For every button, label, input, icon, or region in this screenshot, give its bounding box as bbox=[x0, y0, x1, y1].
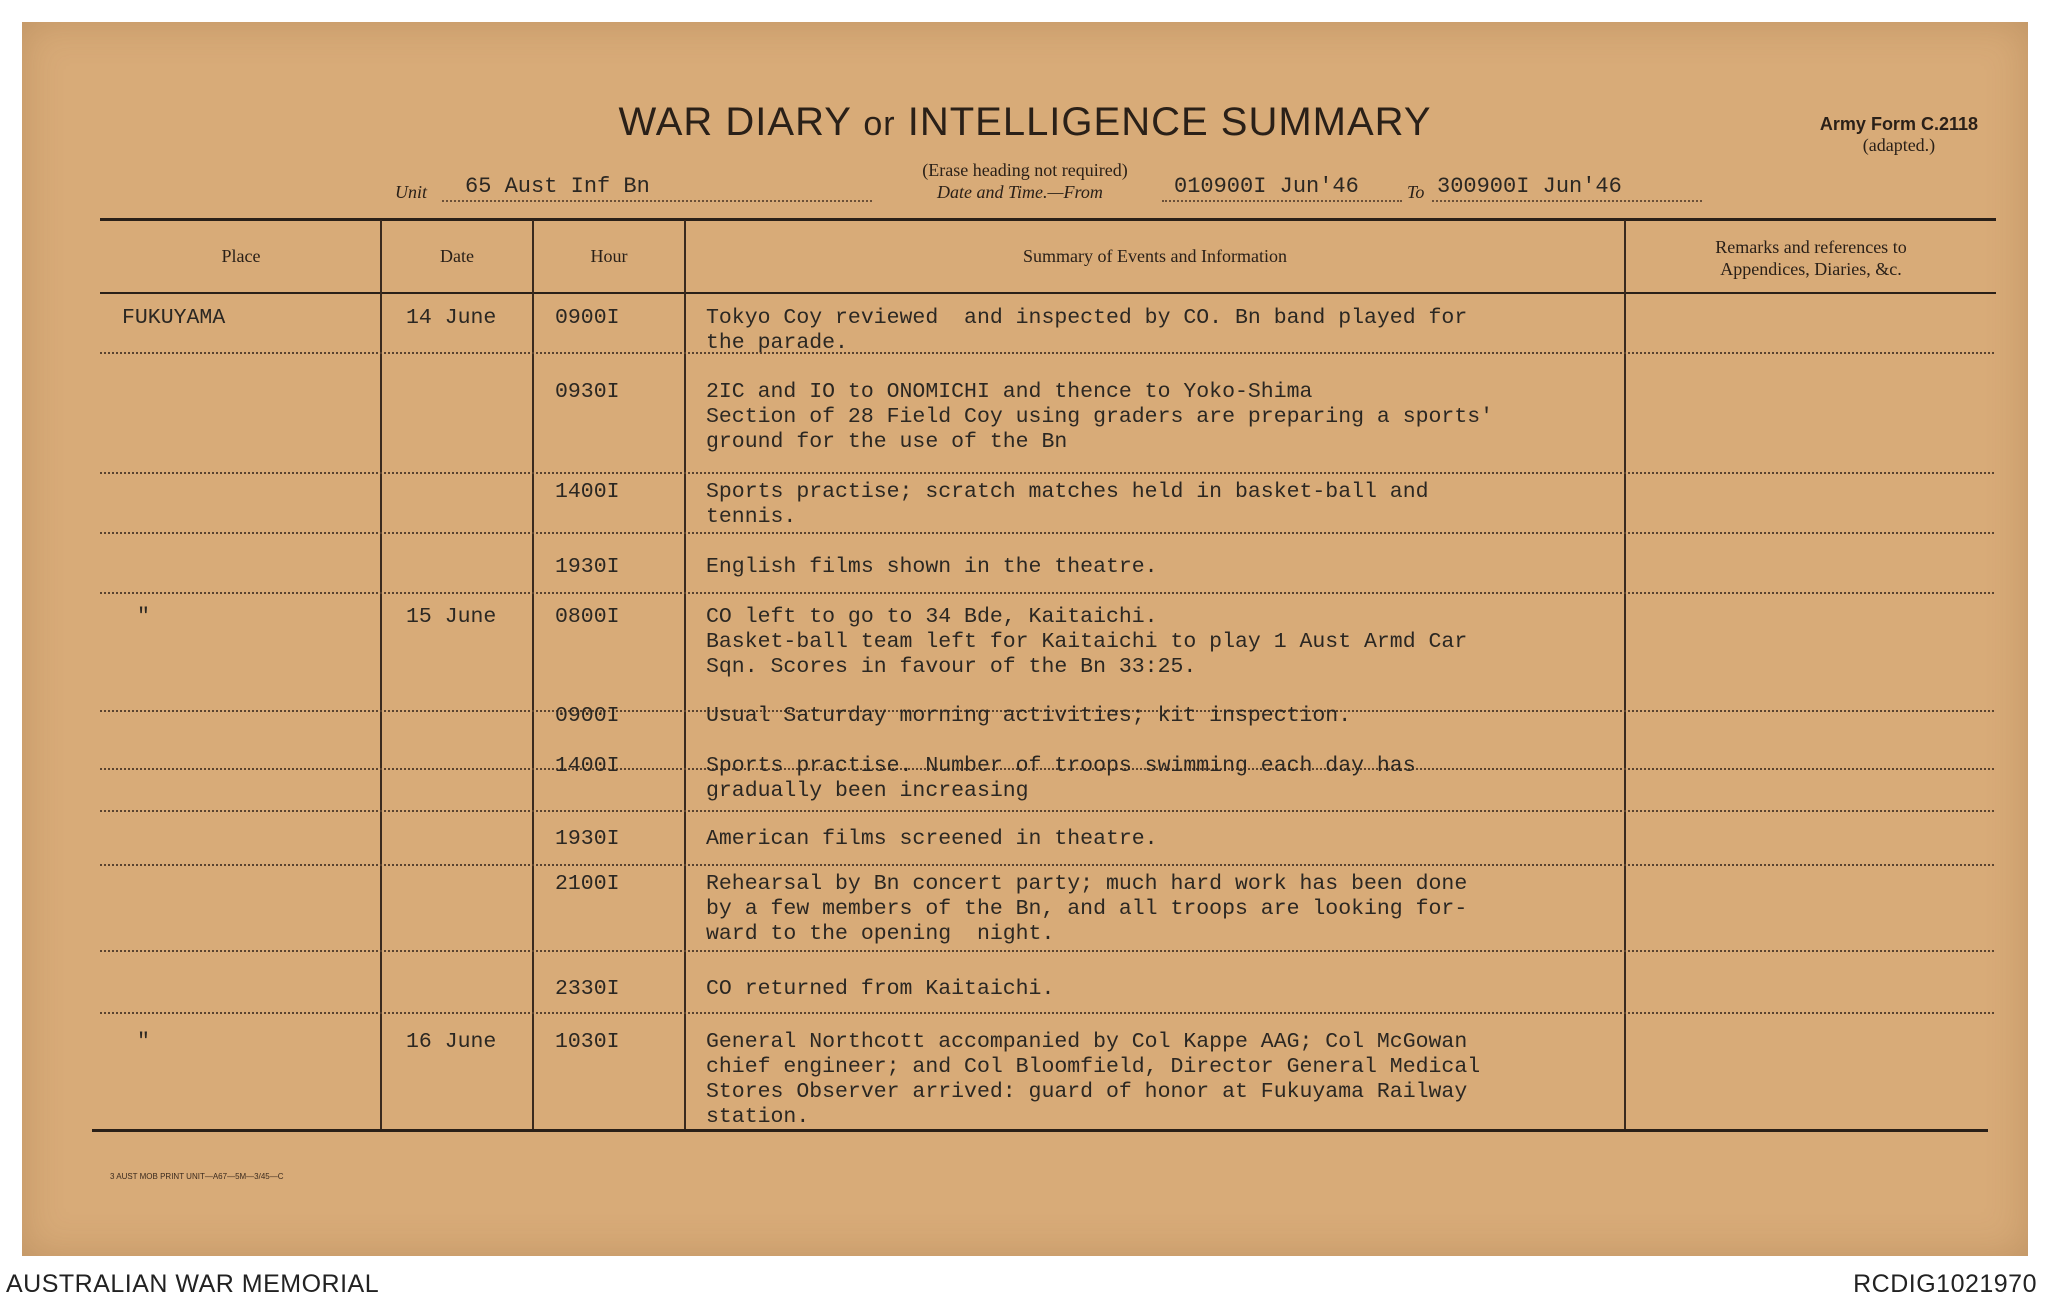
place-cell: " bbox=[137, 605, 150, 629]
hour-cell: 1930I bbox=[555, 555, 620, 579]
row-separator bbox=[100, 532, 1994, 534]
row-separator bbox=[100, 592, 1994, 594]
summary-cell: 2IC and IO to ONOMICHI and thence to Yoko-Shima Section of 28 Field Coy using graders are preparing a sports' ground for the use of the Bn bbox=[706, 380, 1494, 454]
diary-form bbox=[22, 22, 2028, 1256]
header-remarks bbox=[1626, 236, 1996, 280]
row-separator bbox=[100, 1012, 1994, 1014]
header-bottom-rule bbox=[100, 292, 1996, 294]
header-remarks-line2: Appendices, Diaries, &c. bbox=[1720, 259, 1902, 279]
row-separator bbox=[100, 864, 1994, 866]
hour-cell: 0930I bbox=[555, 380, 620, 404]
summary-cell: Rehearsal by Bn concert party; much hard work has been done by a few members of the Bn, and all troops are looking for- ward to the opening night. bbox=[706, 872, 1468, 946]
hour-cell: 2330I bbox=[555, 977, 620, 1001]
row-separator bbox=[100, 950, 1994, 952]
hour-cell: 0900I bbox=[555, 704, 620, 728]
summary-cell: CO left to go to 34 Bde, Kaitaichi. Basket-ball team left for Kaitaichi to play 1 Aust Armd Car Sqn. Scores in favour of the Bn 33:25. bbox=[706, 605, 1468, 679]
summary-cell: Sports practise. Number of troops swimming each day has gradually been increasing bbox=[706, 754, 1416, 803]
row-separator bbox=[100, 352, 1994, 354]
place-cell: " bbox=[137, 1030, 150, 1054]
hour-cell: 1400I bbox=[555, 754, 620, 778]
date-from-dotted-line bbox=[1162, 200, 1402, 202]
date-to-label: To bbox=[1407, 182, 1425, 202]
header-summary: Summary of Events and Information bbox=[1023, 246, 1287, 266]
summary-cell: Sports practise; scratch matches held in basket-ball and tennis. bbox=[706, 480, 1429, 529]
header-remarks-line1: Remarks and references to bbox=[1715, 237, 1907, 257]
unit-label: Unit bbox=[395, 182, 428, 202]
title-intelligence-summary: INTELLIGENCE SUMMARY bbox=[907, 100, 1432, 144]
column-divider-summary-remarks bbox=[1624, 220, 1626, 1129]
header-date: Date bbox=[440, 246, 474, 266]
print-unit-mark: 3 AUST MOB PRINT UNIT—A67—5M—3/45—C bbox=[110, 1172, 284, 1181]
unit-dotted-line bbox=[442, 200, 872, 202]
unit-value: 65 Aust Inf Bn bbox=[465, 174, 650, 199]
summary-cell: General Northcott accompanied by Col Kappe AAG; Col McGowan chief engineer; and Col Bloomfield, Director General Medical Stores Observer arrived: guard of honor at Fukuyama Railway station. bbox=[706, 1030, 1481, 1129]
header-hour: Hour bbox=[590, 246, 628, 266]
row-separator bbox=[100, 472, 1994, 474]
date-cell: 14 June bbox=[406, 306, 497, 330]
army-form-adapted: (adapted.) bbox=[1862, 135, 1936, 155]
summary-cell: English films shown in the theatre. bbox=[706, 555, 1158, 579]
summary-cell: Usual Saturday morning activities; kit inspection. bbox=[706, 704, 1352, 728]
summary-cell: Tokyo Coy reviewed and inspected by CO. Bn band played for the parade. bbox=[706, 306, 1468, 355]
hour-cell: 1930I bbox=[555, 827, 620, 851]
header-place: Place bbox=[221, 246, 261, 266]
form-title bbox=[22, 100, 2028, 145]
title-war-diary: WAR DIARY bbox=[618, 100, 852, 144]
column-divider-hour-summary bbox=[684, 220, 686, 1129]
date-from-label: Date and Time.—From bbox=[937, 182, 1103, 202]
date-cell: 16 June bbox=[406, 1030, 497, 1054]
hour-cell: 0800I bbox=[555, 605, 620, 629]
hour-cell: 1400I bbox=[555, 480, 620, 504]
summary-cell: CO returned from Kaitaichi. bbox=[706, 977, 1055, 1001]
date-from-value: 010900I Jun'46 bbox=[1174, 174, 1359, 199]
footer-institution: AUSTRALIAN WAR MEMORIAL bbox=[6, 1270, 380, 1298]
army-form-number bbox=[1820, 114, 1978, 156]
date-cell: 15 June bbox=[406, 605, 497, 629]
hour-cell: 2100I bbox=[555, 872, 620, 896]
column-divider-place-date bbox=[380, 220, 382, 1129]
form-subtitle: (Erase heading not required) bbox=[922, 160, 1128, 180]
column-divider-date-hour bbox=[532, 220, 534, 1129]
row-separator bbox=[100, 810, 1994, 812]
hour-cell: 0900I bbox=[555, 306, 620, 330]
table-top-rule bbox=[100, 218, 1996, 221]
date-to-value: 300900I Jun'46 bbox=[1437, 174, 1622, 199]
place-cell: FUKUYAMA bbox=[122, 306, 226, 330]
hour-cell: 1030I bbox=[555, 1030, 620, 1054]
footer-record-id: RCDIG1021970 bbox=[1853, 1270, 2037, 1298]
summary-cell: American films screened in theatre. bbox=[706, 827, 1158, 851]
army-form-label: Army Form C.2118 bbox=[1819, 114, 1978, 134]
date-to-dotted-line bbox=[1432, 200, 1702, 202]
title-or: or bbox=[863, 105, 896, 143]
